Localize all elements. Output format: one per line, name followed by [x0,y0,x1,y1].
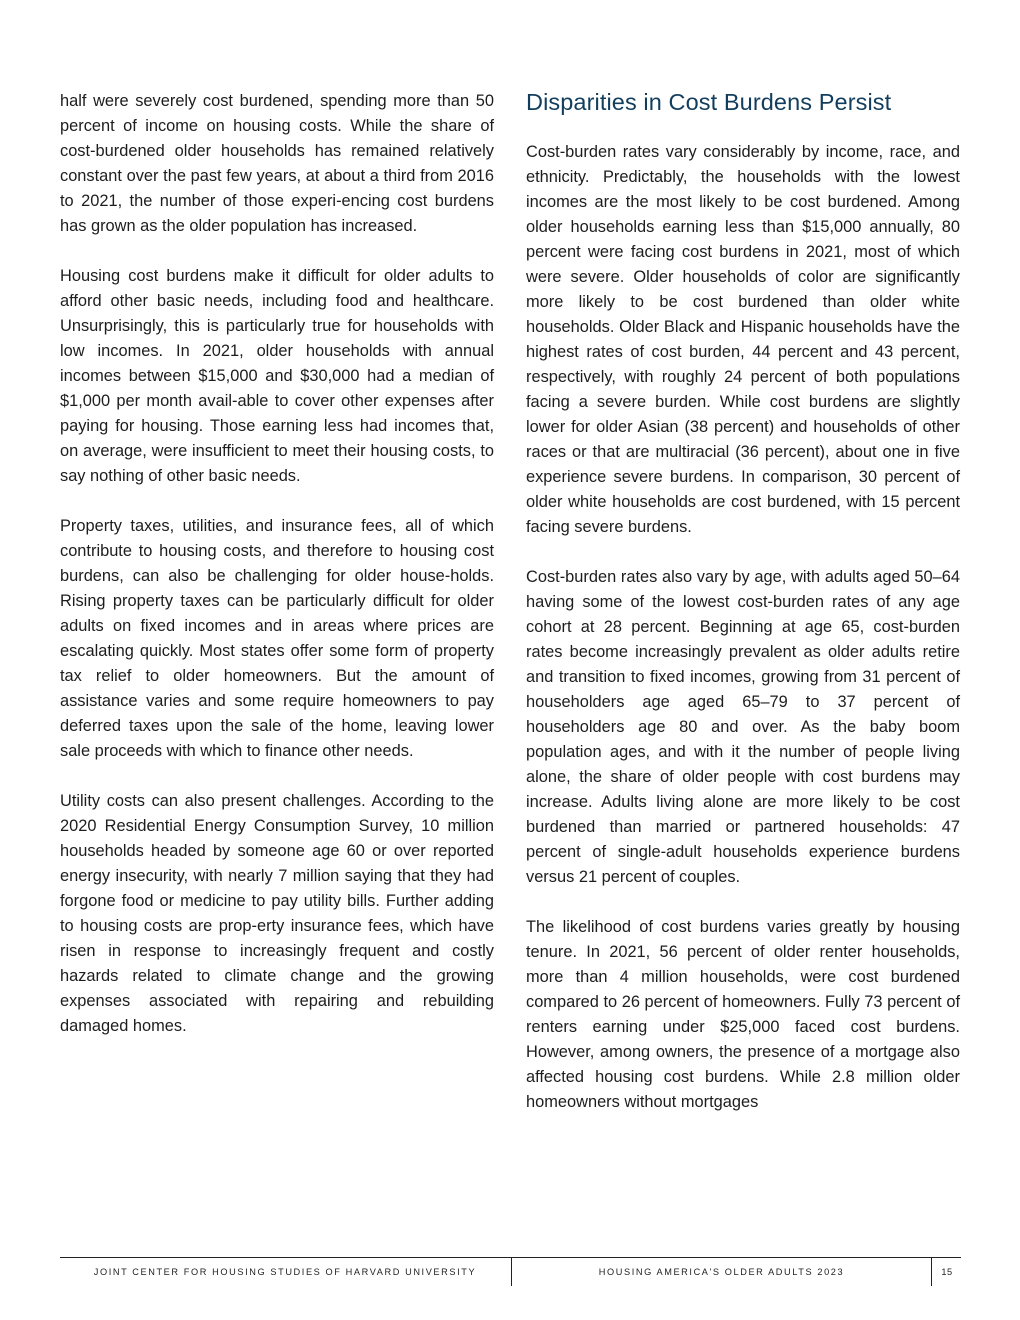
page-footer [60,1257,961,1288]
page-number: 15 [931,1258,962,1286]
body-paragraph: Housing cost burdens make it difficult for older adults to afford other basic needs, including food and healthcare. Unsurprisingly, this is particularly true for households with low incomes. In 2021, older households with annual incomes between $15,000 and $30,000 had a median of $1,000 per month avail-able to cover other expenses after paying for housing. Those earning less had incomes that, on average, were insufficient to meet their housing costs, to say nothing of other basic needs. [60,267,494,485]
body-paragraph: Cost-burden rates vary considerably by income, race, and ethnicity. Predictably, the households with the lowest incomes are the most likely to be cost burdened. Among older households earning less than $15,000 annually, 80 percent were facing cost burdens in 2021, most of which were severe. Older households of color are significantly more likely to be cost burdened than older white households. Older Black and Hispanic households have the highest rates of cost burden, 44 percent and 43 percent, respectively, with roughly 24 percent of both populations facing a severe burden. While cost burdens are slightly lower for older Asian (38 percent) and households of other races or that are multiracial (36 percent), about one in five experience severe burdens. In comparison, 30 percent of older white households are cost burdened, with 15 percent facing severe burdens. [526,143,960,536]
body-paragraph: The likelihood of cost burdens varies greatly by housing tenure. In 2021, 56 percent of older renter households, more than 4 million households, were cost burdened compared to 26 percent of homeowners. Fully 73 percent of renters earning under $25,000 faced cost burdens. However, among owners, the presence of a mortgage also affected housing cost burdens. While 2.8 million older homeowners without mortgages [526,918,960,1111]
body-paragraph: Property taxes, utilities, and insurance fees, all of which contribute to housing costs, and therefore to housing cost burdens, can also be challenging for older house-holds. Rising property taxes can be particularly difficult for older adults on fixed incomes and in areas where prices are escalating quickly. Most states offer some form of property tax relief to older homeowners. But the amount of assistance varies and some require homeowners to pay deferred taxes upon the sale of the home, leaving lower sale proceeds with which to finance other needs. [60,517,494,760]
left-column [60,88,494,1064]
body-paragraph: half were severely cost burdened, spending more than 50 percent of income on housing costs. While the share of cost-burdened older households has remained relatively constant over the past few years, at about a third from 2016 to 2021, the number of those experi-encing cost burdens has grown as the older population has increased. [60,92,494,235]
footer-publisher: JOINT CENTER FOR HOUSING STUDIES OF HARVARD UNIVERSITY [93,1267,477,1277]
footer-report-title: HOUSING AMERICA'S OLDER ADULTS 2023 [511,1258,931,1286]
body-paragraph: Cost-burden rates also vary by age, with adults aged 50–64 having some of the lowest cost-burden rates of any age cohort at 28 percent. Beginning at age 65, cost-burden rates become increasingly prevalent as older adults retire and transition to fixed incomes, growing from 31 percent of householders age aged 65–79 to 37 percent of householders age 80 and over. As the baby boom population ages, and with it the number of people living alone, the share of older people with cost burdens may increase. Adults living alone are more likely to be cost burdened than married or partnered households: 47 percent of single-adult households experience burdens versus 21 percent of couples. [526,568,960,886]
section-heading: Disparities in Cost Burdens Persist [526,89,892,115]
body-paragraph: Utility costs can also present challenges. According to the 2020 Residential Energy Consumption Survey, 10 million households headed by someone age 60 or over reported energy insecurity, with nearly 7 million saying that they had forgone food or medicine to pay utility bills. Further adding to housing costs are prop-erty insurance fees, which have risen in response to increasingly frequent and costly hazards related to climate change and the growing expenses associated with repairing and rebuilding damaged homes. [60,792,494,1035]
right-column [526,88,960,1140]
